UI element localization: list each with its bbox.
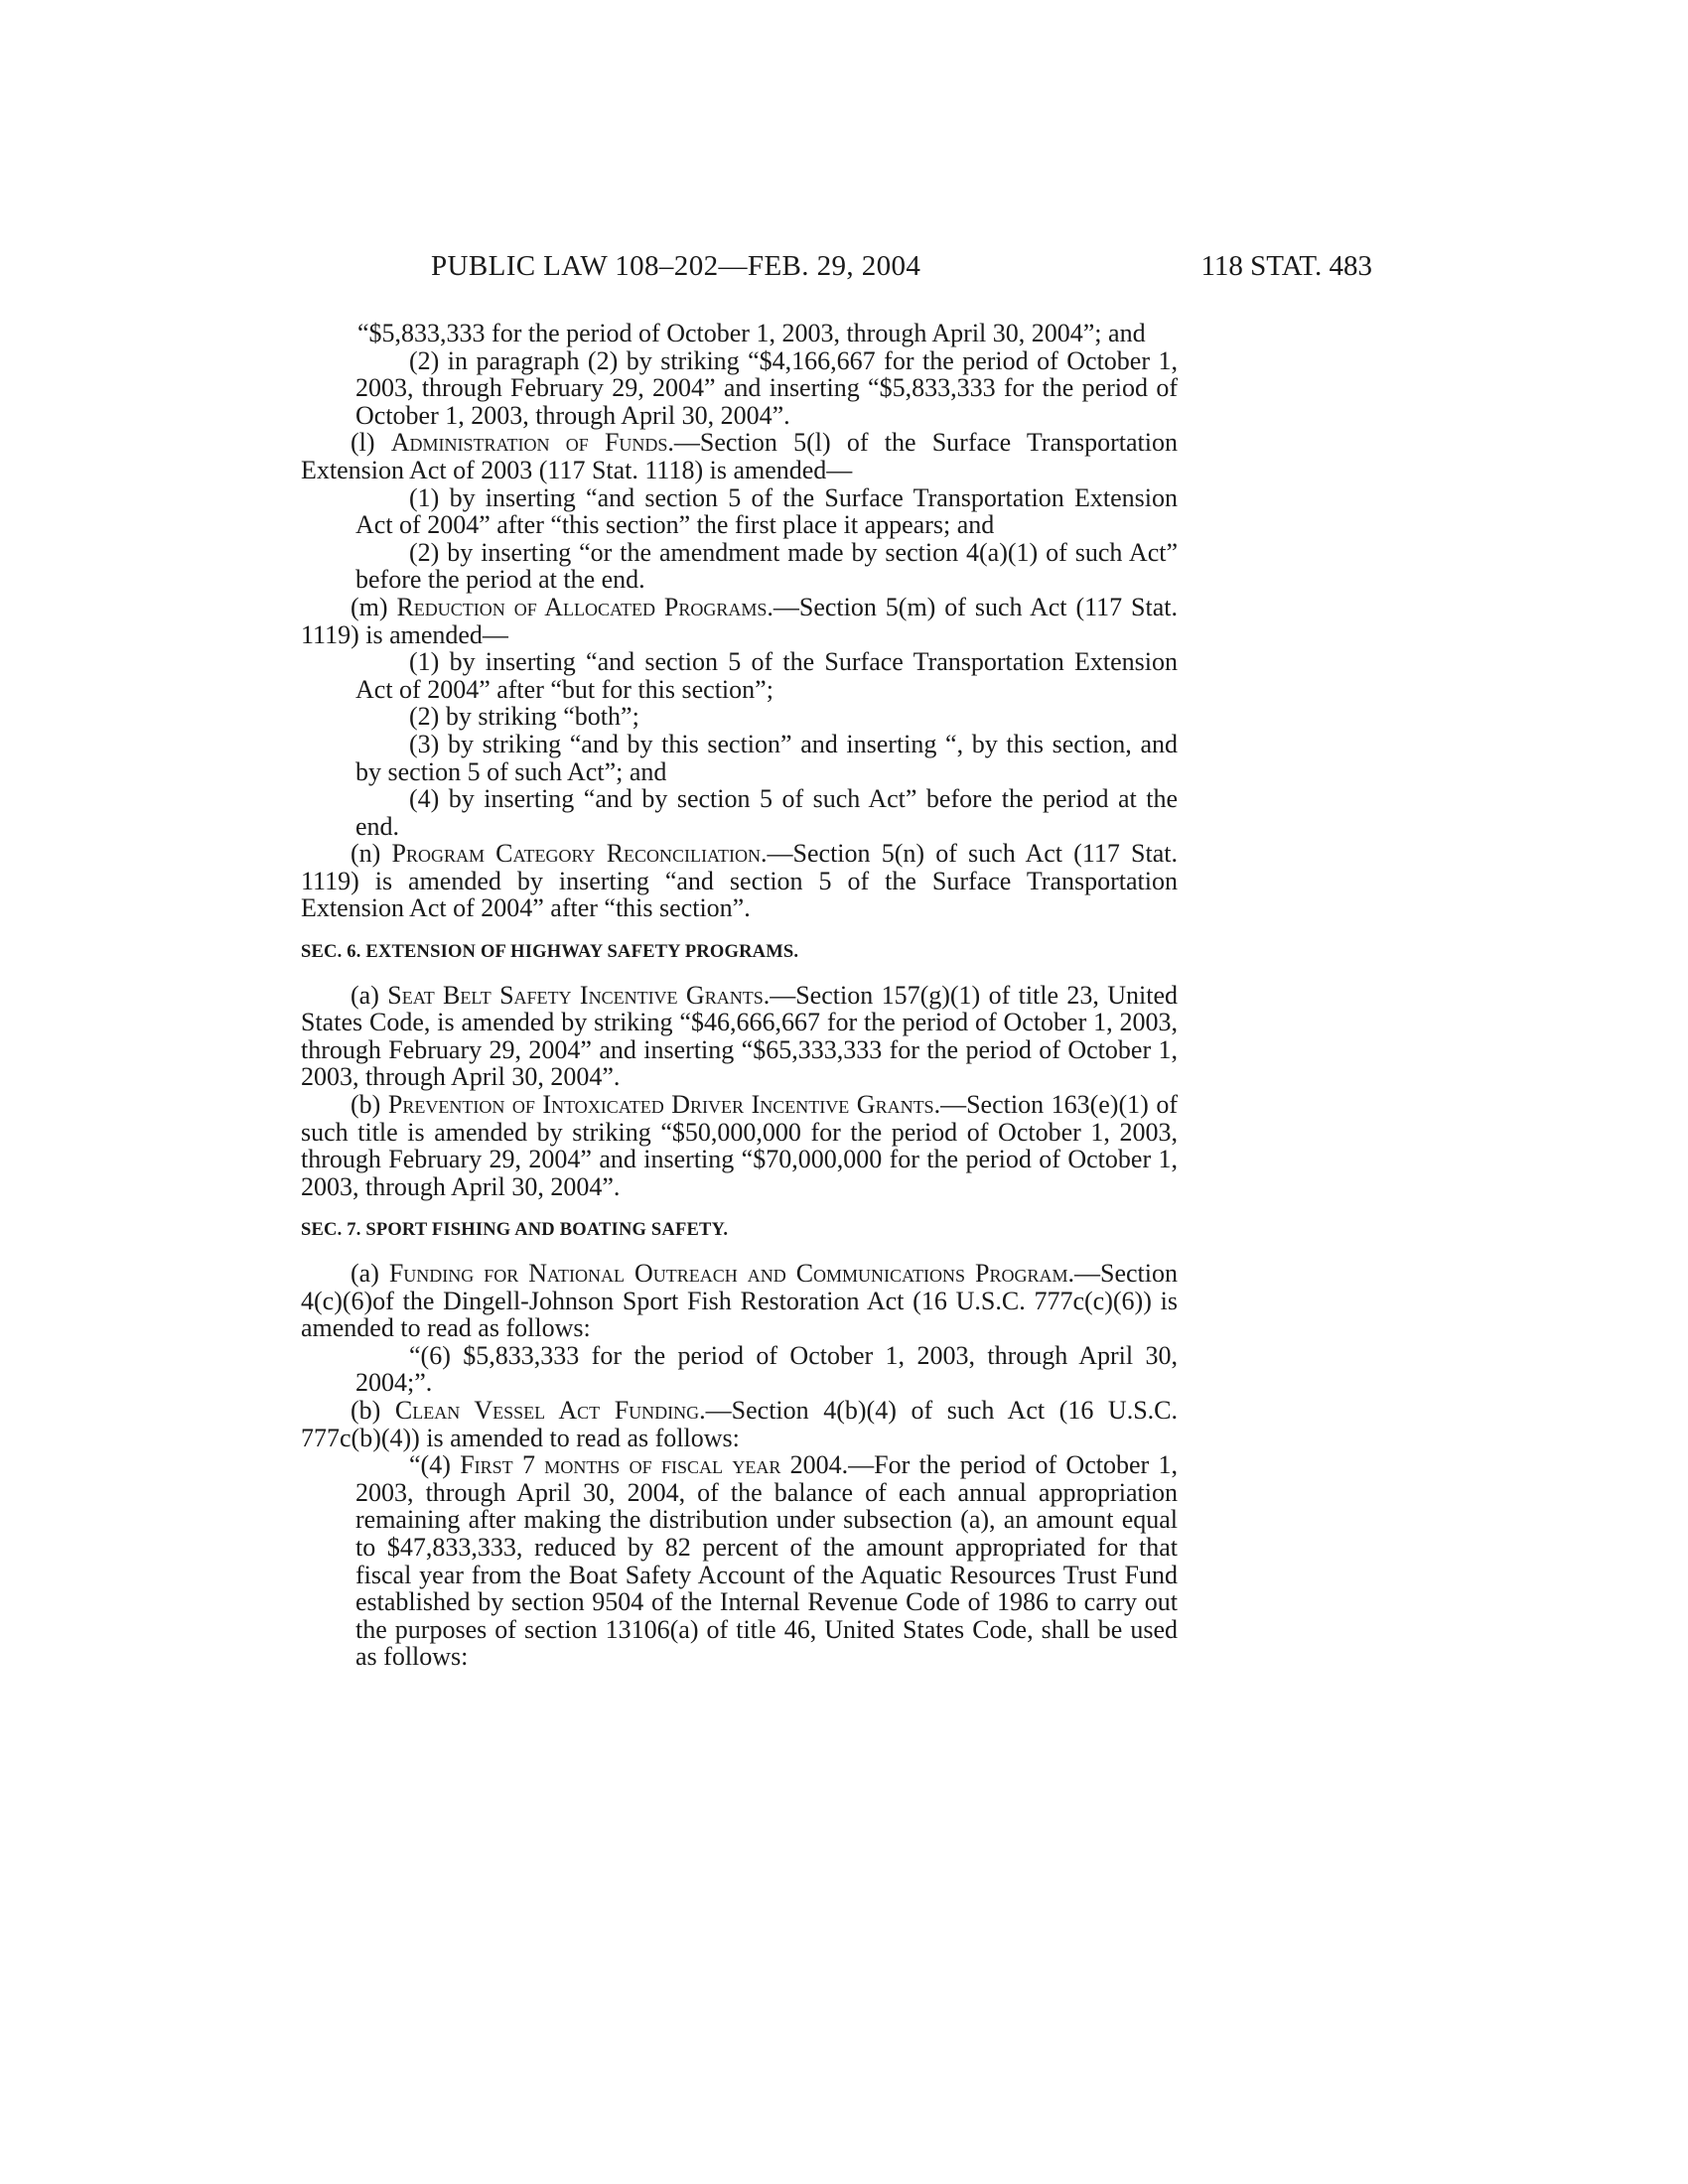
- section-7-b-quote-text: .—For the period of October 1, 2003, through April 30, 2004, of the balance of each annual appropriation remaining after making the distribution under subsection (a), an amount equal to $47,833,333, reduced by 82 percent of the amount appropriated for that fiscal year from the Boat Safety Account of the Aquatic Resources Trust Fund established by section 9504 of the Internal Revenue Code of 1986 to carry out the purposes of section 13106(a) of title 46, United States Code, shall be used as follows:: [355, 1450, 1178, 1672]
- section-7-a-label: (a): [351, 1259, 389, 1288]
- section-6-b: [301, 1091, 1178, 1200]
- section-6-a: [301, 982, 1178, 1091]
- subsection-l: [301, 429, 1178, 483]
- paragraph-k2: (2) in paragraph (2) by striking “$4,166,667 for the period of October 1, 2003, through February 29, 2004” and inserting “$5,833,333 for the period of October 1, 2003, through April 30, 2004”.: [355, 345, 1178, 430]
- paragraph-m4: (4) by inserting “and by section 5 of such Act” before the period at the end.: [355, 784, 1178, 841]
- subsection-n-heading: Program Category Reconciliation: [391, 839, 762, 869]
- section-6-b-label: (b): [351, 1090, 388, 1120]
- section-7-a-heading: Funding for National Outreach and Communications Program: [388, 1259, 1068, 1288]
- subsection-n-label: (n): [351, 839, 392, 869]
- section-6-a-text: .—Section 157(g)(1) of title 23, United States Code, is amended by striking “$46,666,667 for the period of October 1, 2003, through February 29, 2004” and inserting “$65,333,333 for the period of October 1, 2003, through April 30, 2004”.: [301, 980, 1179, 1092]
- subsection-m-text: .—Section 5(m) of such Act (117 Stat. 1119) is amended—: [301, 592, 1179, 649]
- section-6-b-heading: Prevention of Intoxicated Driver Incentive Grants: [387, 1090, 934, 1120]
- paragraph-m1: (1) by inserting “and section 5 of the Surface Transportation Extension Act of 2004” after “but for this section”;: [355, 647, 1178, 704]
- section-6-a-heading: Seat Belt Safety Incentive Grants: [387, 980, 764, 1010]
- paragraph-l1: (1) by inserting “and section 5 of the Surface Transportation Extension Act of 2004” after “this section” the first place it appears; and: [355, 482, 1178, 540]
- page-number: 118 STAT. 483: [1200, 250, 1372, 282]
- subsection-m-heading: Reduction of Allocated Programs: [396, 592, 768, 621]
- subsection-m-label: (m): [351, 592, 397, 621]
- subsection-l-heading: Administration of Funds: [390, 428, 668, 458]
- subsection-l-label: (l): [351, 428, 391, 458]
- section-7-a-text: .—Section 4(c)(6)of the Dingell-Johnson Sport Fish Restoration Act (16 U.S.C. 777c(c)(6)) is amended to read as follows:: [301, 1259, 1179, 1343]
- subsection-n: [301, 840, 1178, 922]
- section-7-b-quote-label: “(4): [409, 1450, 461, 1480]
- paragraph-m2: (2) by striking “both”;: [409, 702, 639, 732]
- page-header: [431, 250, 1372, 290]
- section-6-a-label: (a): [351, 980, 388, 1010]
- section-7-a-quote: “(6) $5,833,333 for the period of October 1, 2003, through April 30, 2004;”.: [355, 1340, 1178, 1398]
- paragraph-m3: (3) by striking “and by this section” and inserting “, by this section, and by section 5 of such Act”; and: [355, 729, 1178, 786]
- subsection-n-text: .—Section 5(n) of such Act (117 Stat. 1119) is amended by inserting “and section 5 of the Surface Transportation Extension Act of 2004” after “this section”.: [301, 839, 1179, 923]
- section-7-b: [301, 1397, 1178, 1451]
- section-7-b-label: (b): [351, 1395, 395, 1425]
- subsection-l-text: .—Section 5(l) of the Surface Transportation Extension Act of 2003 (117 Stat. 1118) is amended—: [301, 428, 1178, 484]
- section-6-heading: SEC. 6. EXTENSION OF HIGHWAY SAFETY PROGRAMS.: [301, 942, 799, 963]
- section-7-heading: SEC. 7. SPORT FISHING AND BOATING SAFETY.: [301, 1220, 729, 1241]
- subsection-m: [301, 594, 1178, 648]
- paragraph-continuation: “$5,833,333 for the period of October 1, 2003, through April 30, 2004”; and: [357, 319, 1146, 347]
- section-7-b-text: .—Section 4(b)(4) of such Act (16 U.S.C. 777c(b)(4)) is amended to read as follows:: [301, 1395, 1179, 1452]
- section-7-b-quote: [301, 1451, 1178, 1671]
- paragraph-l2: (2) by inserting “or the amendment made by section 4(a)(1) of such Act” before the period at the end.: [355, 537, 1178, 595]
- document-body: [301, 320, 1178, 1671]
- section-7-b-heading: Clean Vessel Act Funding: [394, 1395, 700, 1425]
- section-6-b-text: .—Section 163(e)(1) of such title is amended by striking “$50,000,000 for the period of October 1, 2003, through February 29, 2004” and inserting “$70,000,000 for the period of October 1, 2003, through April 30, 2004”.: [301, 1090, 1178, 1201]
- section-7-b-quote-heading: First 7 months of fiscal year 2004: [460, 1450, 842, 1480]
- section-7-a: [301, 1260, 1178, 1342]
- running-title: PUBLIC LAW 108–202—FEB. 29, 2004: [431, 250, 921, 282]
